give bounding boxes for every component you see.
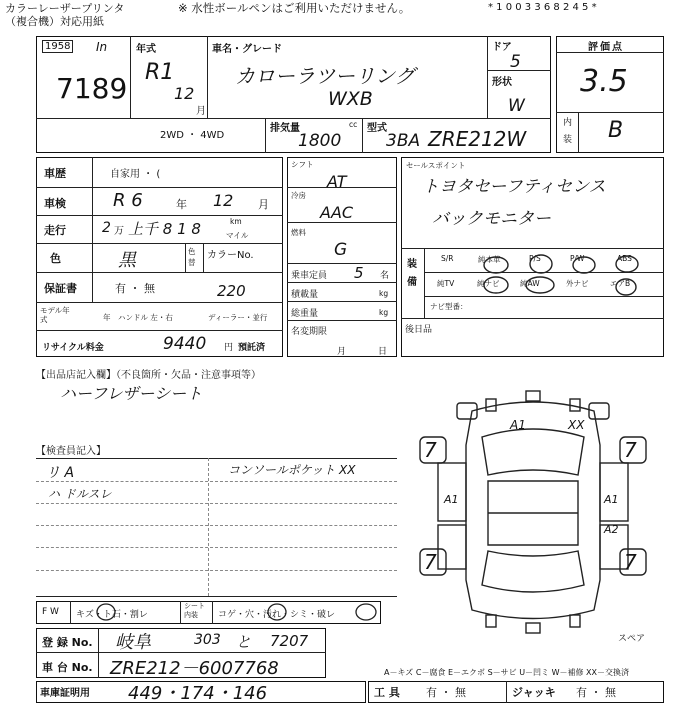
gross-label: 総重量 — [291, 309, 319, 319]
displacement-label: 排気量 — [270, 123, 300, 134]
mileage-man: 2 — [102, 220, 111, 236]
legend-circles — [36, 601, 381, 624]
color-change-label: 色替 — [188, 247, 196, 267]
load-unit: kg — [379, 289, 389, 298]
interior-value: B — [608, 118, 624, 143]
shift-value: AT — [327, 172, 347, 191]
jack-label: ジャッキ — [512, 686, 556, 699]
capacity-value: 5 — [354, 264, 364, 282]
diagram-mark-fender: XX — [568, 418, 585, 432]
diagram-mark-right-rear: A2 — [604, 523, 619, 536]
eq-abs: ABS — [617, 254, 632, 263]
mileage-man-unit: 万 — [114, 226, 124, 237]
diagram-mark-wheel-fl: 7 — [424, 438, 437, 462]
rating-label: 評価点 — [588, 42, 624, 53]
mileage-rest: 上千 8 1 8 — [128, 220, 201, 238]
jack-options: 有 ・ 無 — [576, 686, 616, 699]
chassis-value: ZRE212－6007768 — [110, 658, 279, 679]
inspection-label: 車検 — [44, 197, 66, 210]
model-year-unit: 年 — [103, 313, 111, 322]
sales-point-2: バックモニター — [432, 209, 551, 229]
remarks-value: ハーフレザーシート — [60, 384, 203, 403]
inspection-month: 12 — [213, 191, 234, 210]
header-serial: * 1 0 0 3 3 6 8 2 4 5 * — [488, 2, 597, 13]
legend-seat: シート内装 — [184, 602, 205, 619]
exterior-label: 装 — [563, 135, 573, 145]
gross-unit: kg — [379, 308, 389, 317]
diagram-mark-left-door: A1 — [444, 493, 459, 506]
remarks-label: 【出品店記入欄】（不良箇所・欠品・注意事項等） — [36, 370, 261, 381]
type-code: ZRE212W — [428, 127, 527, 151]
legend-items: キズ・ト石・割レ — [76, 610, 148, 620]
load-label: 積載量 — [291, 290, 319, 300]
mileage-label: 走行 — [44, 224, 66, 237]
header-line2: （複合機）対応用紙 — [5, 15, 104, 28]
warranty-value: 220 — [217, 282, 246, 300]
tools-label: 工 具 — [374, 686, 400, 699]
reg-num: 303 — [194, 632, 221, 648]
sales-point-label: セールスポイント — [406, 161, 466, 170]
shape-value: W — [508, 96, 525, 116]
eq-navi: 純ナビ — [477, 279, 500, 288]
month-value: 12 — [174, 84, 195, 103]
capacity-unit: 名 — [380, 271, 390, 281]
expiry-day: 日 — [378, 347, 388, 357]
km-label: km — [230, 217, 242, 226]
legend-fw: F W — [42, 607, 59, 617]
warranty-label: 保証書 — [44, 282, 77, 295]
fuel-value: G — [334, 240, 348, 260]
inspection-month-unit: 月 — [258, 198, 269, 211]
eq-ext-navi: 外ナビ — [566, 279, 589, 288]
type-prefix: 3BA — [386, 131, 421, 151]
registration-label: 登 録 No. — [42, 636, 93, 649]
inspector-note-2: ハ ドルスレ — [48, 487, 112, 501]
rating-value: 3.5 — [580, 64, 628, 99]
diagram-mark-wheel-rr: 7 — [624, 550, 637, 574]
diagram-mark-hood: A1 — [510, 418, 526, 432]
inspector-note-1: リ A — [46, 465, 75, 481]
legend-seat-items: コゲ・穴・汚れ・シミ・破レ — [218, 610, 336, 620]
dealer-label: ディーラー・並行 — [208, 313, 268, 322]
warranty-options: 有 ・ 無 — [115, 282, 155, 295]
reg-place: 岐阜 — [115, 632, 151, 653]
color-no-label: カラーNo. — [207, 250, 254, 261]
eq-pw: P/W — [570, 254, 585, 263]
recycle-label: リサイクル料金 — [42, 343, 104, 353]
lot-small-suffix: In — [96, 40, 108, 54]
capacity-label: 乗車定員 — [291, 271, 328, 281]
inspector-label: 【検査員記入】 — [36, 446, 106, 457]
lot-number: 7189 — [56, 72, 128, 105]
equipment-label: 装備 — [407, 259, 417, 288]
eq-leather: 純本革 — [478, 255, 501, 264]
mile-label: マイル — [226, 231, 249, 240]
aircon-label: 冷房 — [291, 191, 306, 200]
cert-dims: 449・174・146 — [128, 683, 268, 704]
diagram-mark-right-door: A1 — [604, 493, 619, 506]
recycle-yen: 円 — [224, 343, 234, 353]
handle-label: ハンドル 左・右 — [118, 313, 173, 322]
lot-small-label: 1958 — [42, 40, 73, 53]
spare-label: スペア — [618, 634, 646, 644]
expiry-month: 月 — [337, 347, 347, 357]
sales-point-1: トヨタセーフティセンス — [422, 177, 606, 197]
equipment-circles — [424, 248, 664, 298]
year-label: 年式 — [136, 44, 156, 55]
fuel-label: 燃料 — [291, 228, 306, 237]
color-label: 色 — [50, 252, 61, 265]
shift-label: シフト — [291, 160, 314, 169]
eq-ps: P/S — [529, 254, 541, 263]
inspection-year: R 6 — [113, 190, 143, 211]
eq-tv: 純TV — [437, 279, 455, 288]
header-notice: ※ 水性ボールペンはご利用いただけません。 — [178, 1, 411, 15]
chassis-label: 車 台 No. — [42, 661, 93, 674]
cert-label: 車庫証明用 — [40, 688, 90, 699]
navi-type-label: ナビ型番： — [430, 302, 468, 311]
header-line1: カラーレーザープリンタ — [5, 2, 125, 15]
reg-no: 7207 — [270, 632, 309, 650]
inspection-year-unit: 年 — [176, 198, 187, 211]
model-label: 車名・グレード — [212, 44, 282, 55]
inspector-note-3: コンソールポケット XX — [228, 463, 356, 477]
reg-kana: と — [236, 633, 252, 651]
displacement-value: 1800 — [298, 131, 342, 151]
eq-sr: S/R — [441, 254, 454, 263]
interior-label: 内 — [563, 118, 573, 128]
recycle-value: 9440 — [163, 334, 207, 354]
type-label: 型式 — [367, 123, 387, 134]
aircon-value: AAC — [320, 203, 354, 222]
model-grade: WXB — [328, 88, 373, 110]
color-value: 黒 — [118, 250, 136, 271]
damage-codes: A－キズ C－腐食 E－エクボ S－サビ U－凹ミ W－補修 XX－交換済 — [384, 668, 630, 677]
drive-label: 2WD ・ 4WD — [160, 130, 225, 141]
door-value: 5 — [510, 52, 521, 72]
shape-label: 形状 — [492, 77, 512, 88]
eq-aw: 純AW — [520, 279, 540, 288]
eq-ab: エアB — [610, 279, 631, 288]
year-value: R1 — [145, 60, 175, 85]
month-unit: 月 — [196, 106, 206, 117]
expiry-label: 名変期限 — [291, 327, 328, 337]
diagram-mark-wheel-fr: 7 — [624, 438, 637, 462]
model-name: カローラツーリング — [235, 64, 415, 88]
cc-label: cc — [349, 120, 358, 129]
tools-options: 有 ・ 無 — [426, 686, 466, 699]
model-year-label: モデル年式 — [40, 306, 70, 324]
door-label: ドア — [492, 42, 512, 53]
history-label: 車歴 — [44, 167, 66, 180]
car-diagram — [402, 385, 664, 640]
recycle-status: 預託済 — [238, 343, 266, 353]
diagram-mark-wheel-rl: 7 — [424, 550, 437, 574]
after-parts-label: 後日品 — [405, 325, 433, 335]
history-options: 自家用 ・ ( — [110, 169, 161, 180]
